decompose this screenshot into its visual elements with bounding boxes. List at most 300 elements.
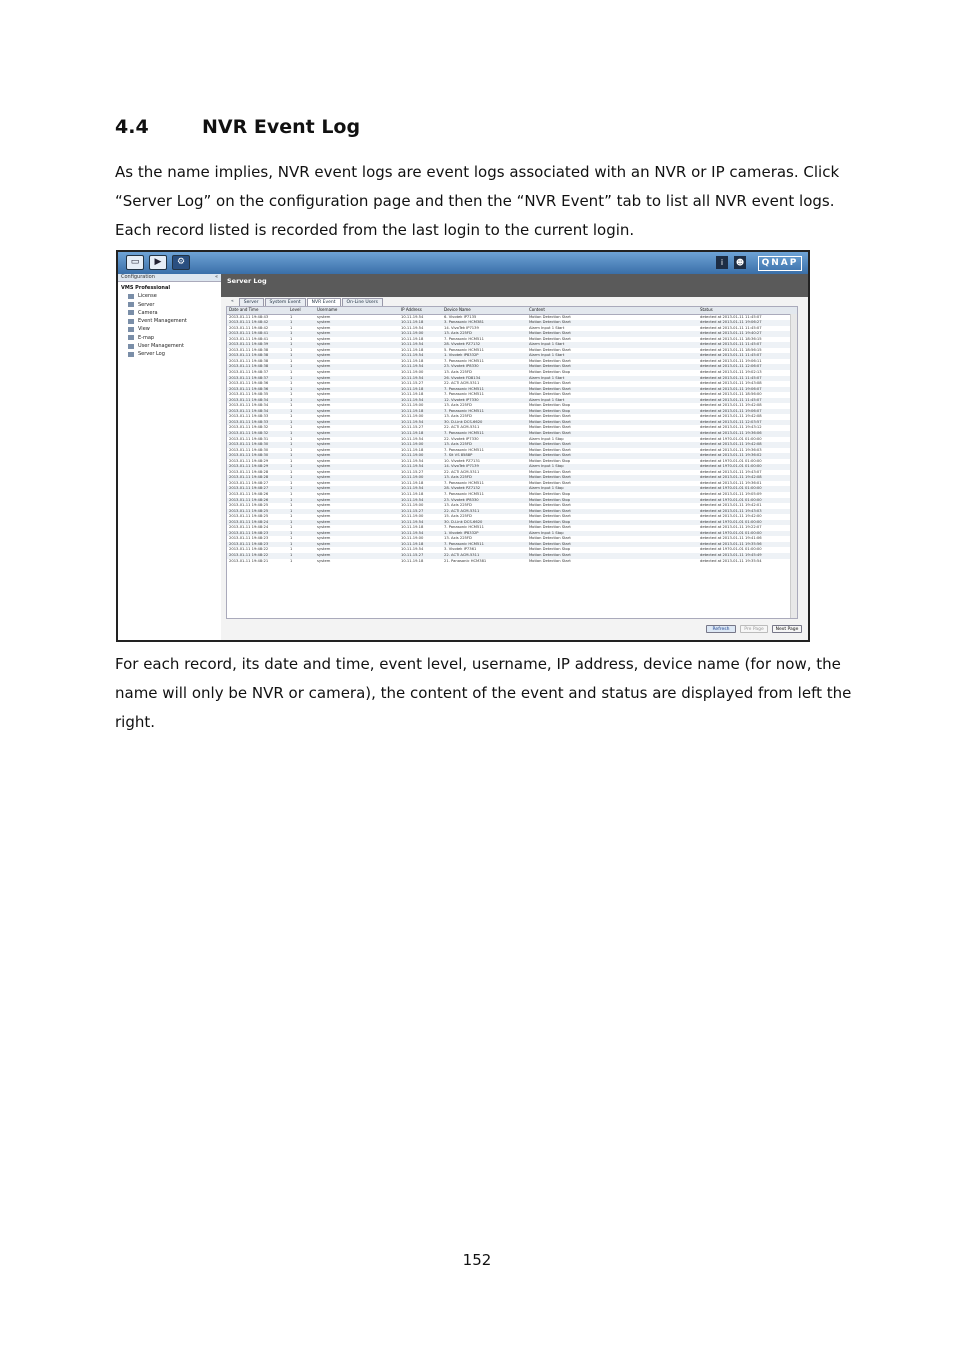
table-cell: Motion Detection Start bbox=[529, 480, 571, 485]
table-cell: Motion Detection Stop bbox=[529, 408, 571, 413]
tab-on-line-users[interactable]: On-Line Users bbox=[342, 298, 383, 306]
table-cell: 2013-01-11 19:48:23 bbox=[229, 536, 269, 541]
monitor-icon[interactable]: ▭ bbox=[126, 255, 144, 270]
table-cell: system bbox=[317, 386, 331, 391]
sidebar-item-label: License bbox=[138, 293, 157, 300]
table-cell: detected at 2013-01-11 19:35:56 bbox=[700, 541, 762, 546]
table-cell: detected at 2013-01-11 19:05:09 bbox=[700, 492, 762, 496]
table-cell: 23. Vivotek IP8330 bbox=[444, 497, 479, 502]
table-cell: 10.11.19.18 bbox=[401, 447, 424, 452]
table-cell: 1 bbox=[290, 320, 293, 325]
table-cell: 2013-01-11 19:48:34 bbox=[229, 408, 269, 413]
table-cell: system bbox=[317, 369, 331, 374]
table-cell: system bbox=[317, 342, 331, 347]
table-cell: system bbox=[317, 425, 331, 430]
table-cell: system bbox=[317, 497, 331, 502]
table-cell: 1 bbox=[290, 353, 293, 358]
table-cell: 10.11.19.54 bbox=[401, 375, 424, 380]
table-cell: 28. Vivotek PZ7132 bbox=[444, 342, 481, 347]
table-cell: Motion Detection Start bbox=[529, 536, 571, 541]
sidebar-item[interactable] bbox=[128, 310, 221, 316]
table-cell: 15. Axis 225FD bbox=[444, 514, 472, 519]
description-paragraph: For each record, its date and time, event level, username, IP address, device name (for now, the name will only be NVR or camera), the content of the event and status are displayed from left the right. bbox=[115, 655, 852, 731]
table-cell: 2013-01-11 19:48:37 bbox=[229, 375, 269, 380]
table-cell: detected at 1970-01-01 01:00:00 bbox=[700, 547, 762, 552]
sidebar-item[interactable] bbox=[128, 335, 221, 341]
table-cell: 2013-01-11 19:48:42 bbox=[229, 320, 269, 325]
table-cell: 30. D-Link DCS-6620 bbox=[444, 419, 483, 424]
table-cell: Motion Detection Start bbox=[529, 553, 571, 558]
column-header[interactable]: Content bbox=[529, 307, 545, 312]
tree-node-icon bbox=[128, 294, 134, 299]
table-cell: 1 bbox=[290, 486, 293, 491]
table-cell: Motion Detection Start bbox=[529, 347, 571, 352]
table-scrollbar[interactable] bbox=[790, 314, 797, 619]
table-cell: 2013-01-11 19:48:43 bbox=[229, 314, 269, 319]
table-cell: Motion Detection Stop bbox=[529, 519, 571, 524]
table-cell: detected at 2013-01-11 19:06:11 bbox=[700, 358, 762, 363]
table-cell: 22. Vivotek IP7330 bbox=[444, 436, 479, 441]
table-cell: detected at 2013-01-11 19:42:08 bbox=[700, 442, 762, 447]
table-cell: system bbox=[317, 508, 331, 513]
table-cell: 10.11.19.00 bbox=[401, 442, 424, 447]
table-cell: Alarm Input 1 Stop bbox=[529, 464, 564, 469]
table-cell: 14. VivoTek IP7139 bbox=[444, 325, 479, 330]
table-cell: 1 bbox=[290, 375, 293, 380]
sidebar-item[interactable] bbox=[128, 326, 221, 332]
table-cell: 1 bbox=[290, 553, 293, 558]
table-cell: detected at 2013-01-11 11:45:07 bbox=[700, 314, 762, 319]
table-cell: detected at 2013-01-11 19:36:01 bbox=[700, 480, 762, 485]
table-cell: 2013-01-11 19:48:38 bbox=[229, 347, 269, 352]
table-cell: 2013-01-11 19:48:28 bbox=[229, 469, 269, 474]
sidebar-item-label: View bbox=[138, 326, 150, 333]
table-cell: system bbox=[317, 375, 331, 380]
table-cell: 1 bbox=[290, 347, 293, 352]
table-cell: system bbox=[317, 430, 331, 435]
table-cell: system bbox=[317, 447, 331, 452]
config-icon[interactable]: ⚙ bbox=[172, 255, 190, 270]
table-cell: 1 bbox=[290, 314, 293, 319]
table-cell: 7. Panasonic HCM511 bbox=[444, 386, 484, 391]
table-cell: 22. ACTi ACM-5311 bbox=[444, 553, 480, 558]
table-cell: 2013-01-11 19:48:38 bbox=[229, 364, 269, 369]
table-cell: detected at 2013-01-11 19:06:27 bbox=[700, 320, 762, 325]
table-cell: 1 bbox=[290, 386, 293, 391]
column-header[interactable]: Username bbox=[317, 307, 338, 312]
table-cell: 10.11.15.27 bbox=[401, 425, 424, 430]
table-cell: system bbox=[317, 553, 331, 558]
table-cell: Motion Detection Start bbox=[529, 358, 571, 363]
table-cell: Alarm Input 1 Start bbox=[529, 342, 565, 347]
table-cell: Alarm Input 1 Stop bbox=[529, 436, 564, 441]
table-cell: 2013-01-11 19:48:41 bbox=[229, 331, 269, 336]
table-cell: 10.11.19.54 bbox=[401, 325, 424, 330]
table-cell: 10.11.19.18 bbox=[401, 392, 424, 397]
user-icon[interactable]: ☻ bbox=[735, 258, 745, 267]
table-cell: 2013-01-11 19:48:26 bbox=[229, 492, 269, 496]
table-cell: Motion Detection Start bbox=[529, 469, 571, 474]
sidebar-item-label: User Management bbox=[138, 343, 184, 350]
table-cell: system bbox=[317, 442, 331, 447]
table-cell: 10.11.19.18 bbox=[401, 386, 424, 391]
table-cell: Motion Detection Start bbox=[529, 336, 571, 341]
table-cell: 13. Axis 225FD bbox=[444, 503, 472, 508]
table-cell: system bbox=[317, 514, 331, 519]
table-row[interactable] bbox=[227, 559, 797, 565]
tree-node-icon bbox=[128, 302, 134, 307]
table-cell: system bbox=[317, 381, 331, 386]
table-cell: 3. Vivotek IP7361 bbox=[444, 547, 477, 552]
table-cell: 2013-01-11 19:48:29 bbox=[229, 458, 269, 463]
table-cell: detected at 1970-01-01 01:00:00 bbox=[700, 464, 762, 469]
table-cell: detected at 2013-01-11 19:36:03 bbox=[700, 447, 762, 452]
table-cell: 1. Vivotek IP8332P bbox=[444, 530, 479, 535]
table-cell: system bbox=[317, 536, 331, 541]
table-cell: 2013-01-11 19:48:36 bbox=[229, 381, 269, 386]
table-cell: 10.11.19.18 bbox=[401, 358, 424, 363]
table-cell: Alarm Input 1 Stop bbox=[529, 530, 564, 535]
tab-nvr-event[interactable]: NVR Event bbox=[307, 298, 341, 306]
table-cell: 1. Vivotek IP8332P bbox=[444, 353, 479, 358]
table-cell: 1 bbox=[290, 475, 293, 480]
table-cell: 26. Vivotek FD8134 bbox=[444, 375, 481, 380]
table-cell: system bbox=[317, 525, 331, 530]
table-cell: 1 bbox=[290, 381, 293, 386]
table-cell: 2013-01-11 19:48:41 bbox=[229, 336, 269, 341]
table-cell: 7. Panasonic HCM511 bbox=[444, 492, 484, 496]
table-cell: 10.11.19.54 bbox=[401, 364, 424, 369]
table-cell: 10.11.19.18 bbox=[401, 558, 424, 563]
table-cell: 1 bbox=[290, 397, 293, 402]
table-cell: 21. Panasonic HCM381 bbox=[444, 558, 487, 563]
table-cell: 2013-01-11 19:48:24 bbox=[229, 519, 269, 524]
table-cell: 2013-01-11 19:48:24 bbox=[229, 525, 269, 530]
next-page-button[interactable]: Next Page bbox=[772, 625, 802, 633]
table-cell: detected at 1970-01-01 01:00:00 bbox=[700, 519, 762, 524]
table-cell: 1 bbox=[290, 453, 293, 458]
table-cell: 10.11.19.54 bbox=[401, 314, 424, 319]
table-cell: detected at 2013-01-11 19:43:08 bbox=[700, 381, 762, 386]
table-cell: 10.11.19.54 bbox=[401, 458, 424, 463]
table-cell: 10.11.19.54 bbox=[401, 486, 424, 491]
table-cell: detected at 2013-01-11 19:42:01 bbox=[700, 503, 762, 508]
table-cell: 10.11.19.00 bbox=[401, 414, 424, 419]
table-cell: Motion Detection Start bbox=[529, 386, 571, 391]
table-cell: 1 bbox=[290, 403, 293, 408]
table-cell: 10.11.19.00 bbox=[401, 369, 424, 374]
table-cell: 2013-01-11 19:48:38 bbox=[229, 353, 269, 358]
column-header[interactable]: Status bbox=[700, 307, 713, 312]
sidebar-item-label: Server Log bbox=[138, 351, 165, 358]
table-cell: 22. ACTi ACM-5311 bbox=[444, 508, 480, 513]
table-cell: 2013-01-11 19:48:30 bbox=[229, 447, 269, 452]
table-cell: system bbox=[317, 492, 331, 496]
table-cell: detected at 2013-01-11 19:42:00 bbox=[700, 514, 762, 519]
sidebar-item[interactable] bbox=[128, 343, 221, 349]
table-cell: 10. Vivotek PZ7131 bbox=[444, 458, 481, 463]
table-cell: 2013-01-11 19:48:25 bbox=[229, 514, 269, 519]
table-cell: 10.11.19.54 bbox=[401, 464, 424, 469]
table-cell: 10.11.19.18 bbox=[401, 492, 424, 496]
table-cell: 1 bbox=[290, 425, 293, 430]
table-cell: 7. Panasonic HCM511 bbox=[444, 408, 484, 413]
main-panel bbox=[221, 274, 808, 642]
sidebar-item[interactable] bbox=[128, 293, 221, 299]
table-cell: Motion Detection Start bbox=[529, 381, 571, 386]
table-cell: 10.11.19.54 bbox=[401, 530, 424, 535]
table-cell: Alarm Input 1 Start bbox=[529, 353, 565, 358]
table-cell: system bbox=[317, 364, 331, 369]
table-cell: detected at 1970-01-01 01:00:00 bbox=[700, 530, 762, 535]
table-cell: 1 bbox=[290, 519, 293, 524]
table-cell: 10.11.15.27 bbox=[401, 469, 424, 474]
table-cell: 13. Axis 225FD bbox=[444, 414, 472, 419]
table-cell: 13. Axis 225FD bbox=[444, 331, 472, 336]
play-icon[interactable]: ▶ bbox=[149, 255, 167, 270]
table-cell: 13. Axis 225FD bbox=[444, 403, 472, 408]
table-cell: 2013-01-11 19:48:25 bbox=[229, 508, 269, 513]
table-cell: Motion Detection Stop bbox=[529, 458, 571, 463]
table-cell: 28. Vivotek PZ7132 bbox=[444, 486, 481, 491]
table-cell: system bbox=[317, 403, 331, 408]
sidebar-item[interactable] bbox=[128, 318, 221, 324]
table-cell: detected at 2013-01-11 11:45:07 bbox=[700, 353, 762, 358]
table-cell: 10.11.19.18 bbox=[401, 480, 424, 485]
tree-node-icon bbox=[128, 319, 134, 324]
table-cell: 1 bbox=[290, 503, 293, 508]
table-cell: 2013-01-11 19:48:37 bbox=[229, 369, 269, 374]
tree-node-icon bbox=[128, 310, 134, 315]
table-cell: 2013-01-11 19:48:34 bbox=[229, 397, 269, 402]
table-cell: Motion Detection Start bbox=[529, 314, 571, 319]
table-cell: 2013-01-11 19:48:27 bbox=[229, 486, 269, 491]
sidebar-header-label: Configuration bbox=[121, 274, 155, 280]
column-header[interactable]: IP Address bbox=[401, 307, 422, 312]
prev-page-button[interactable]: Pre Page bbox=[740, 625, 768, 633]
tree-node-icon bbox=[128, 352, 134, 357]
table-cell: 10.11.19.00 bbox=[401, 475, 424, 480]
table-cell: 6. Vivotek IP7135 bbox=[444, 314, 477, 319]
qnap-logo: QNAP bbox=[758, 256, 802, 271]
table-cell: 2013-01-11 19:48:30 bbox=[229, 453, 269, 458]
table-cell: 10.11.15.27 bbox=[401, 381, 424, 386]
table-cell: 10.11.19.00 bbox=[401, 453, 424, 458]
table-cell: 10.11.19.00 bbox=[401, 403, 424, 408]
info-icon[interactable]: i bbox=[716, 256, 728, 269]
table-cell: 2013-01-11 19:48:33 bbox=[229, 414, 269, 419]
event-log-table bbox=[226, 306, 798, 619]
table-cell: 10.11.19.54 bbox=[401, 353, 424, 358]
tree-node-icon bbox=[128, 344, 134, 349]
table-cell: 10.11.19.54 bbox=[401, 519, 424, 524]
table-cell: detected at 1970-01-01 01:00:00 bbox=[700, 458, 762, 463]
table-cell: detected at 1970-01-01 01:00:00 bbox=[700, 436, 762, 441]
table-cell: 22. ACTi ACM-5311 bbox=[444, 469, 480, 474]
tab-server[interactable]: Server bbox=[239, 298, 264, 306]
table-cell: 2013-01-11 19:48:21 bbox=[229, 558, 269, 563]
table-cell: Motion Detection Start bbox=[529, 320, 571, 325]
table-cell: detected at 2013-01-11 19:43:07 bbox=[700, 469, 762, 474]
table-cell: system bbox=[317, 414, 331, 419]
table-cell: 1 bbox=[290, 469, 293, 474]
table-cell: detected at 2013-01-11 19:45:49 bbox=[700, 553, 762, 558]
table-cell: 10.11.19.18 bbox=[401, 525, 424, 530]
table-cell: 2013-01-11 19:48:33 bbox=[229, 419, 269, 424]
config-sidebar bbox=[118, 274, 222, 642]
table-cell: detected at 2013-01-11 19:06:07 bbox=[700, 408, 762, 413]
table-cell: 2013-01-11 19:48:30 bbox=[229, 442, 269, 447]
collapse-icon[interactable]: « bbox=[214, 274, 218, 280]
table-cell: Motion Detection Start bbox=[529, 442, 571, 447]
table-cell: 10.11.15.27 bbox=[401, 553, 424, 558]
refresh-button[interactable]: Refresh bbox=[706, 625, 736, 633]
table-cell: Motion Detection Start bbox=[529, 508, 571, 513]
table-cell: Motion Detection Stop bbox=[529, 403, 571, 408]
table-cell: 2013-01-11 19:48:32 bbox=[229, 425, 269, 430]
table-cell: system bbox=[317, 547, 331, 552]
tree-node-icon bbox=[128, 335, 134, 340]
table-cell: 1 bbox=[290, 436, 293, 441]
table-cell: 10.11.19.18 bbox=[401, 408, 424, 413]
table-cell: 1 bbox=[290, 325, 293, 330]
table-cell: 30. D-Link DCS-6620 bbox=[444, 519, 483, 524]
table-cell: 1 bbox=[290, 464, 293, 469]
table-cell: 2013-01-11 19:48:31 bbox=[229, 436, 269, 441]
log-tabs bbox=[227, 298, 384, 306]
table-cell: Alarm Input 1 Start bbox=[529, 375, 565, 380]
sidebar-item-label: Camera bbox=[138, 309, 158, 316]
table-cell: 2013-01-11 19:48:27 bbox=[229, 480, 269, 485]
table-cell: 13. Axis 225FD bbox=[444, 369, 472, 374]
table-cell: 1 bbox=[290, 442, 293, 447]
table-cell: 2013-01-11 19:48:39 bbox=[229, 342, 269, 347]
table-cell: 10.11.19.18 bbox=[401, 320, 424, 325]
table-cell: detected at 2013-01-11 19:42:08 bbox=[700, 403, 762, 408]
table-cell: 12. Vivotek IP7330 bbox=[444, 397, 479, 402]
table-cell: detected at 2013-01-11 12:06:07 bbox=[700, 364, 762, 369]
table-cell: 2013-01-11 19:48:23 bbox=[229, 530, 269, 535]
table-cell: Alarm Input 1 Stop bbox=[529, 486, 564, 491]
table-cell: 10.11.19.54 bbox=[401, 397, 424, 402]
table-cell: 5. Panasonic HCM511 bbox=[444, 347, 484, 352]
tab-scroll-icon[interactable]: « bbox=[231, 299, 234, 304]
table-cell: 1 bbox=[290, 525, 293, 530]
table-cell: 1 bbox=[290, 497, 293, 502]
server-log-screenshot bbox=[116, 250, 810, 642]
table-cell: 3. Panasonic HCM381 bbox=[444, 320, 484, 325]
table-cell: system bbox=[317, 325, 331, 330]
table-cell: detected at 2013-01-11 12:03:57 bbox=[700, 419, 762, 424]
table-cell: Motion Detection Start bbox=[529, 525, 571, 530]
table-cell: Motion Detection Stop bbox=[529, 369, 571, 374]
table-cell: 2013-01-11 19:48:29 bbox=[229, 464, 269, 469]
table-cell: system bbox=[317, 408, 331, 413]
table-cell: 10.11.19.00 bbox=[401, 503, 424, 508]
table-cell: system bbox=[317, 336, 331, 341]
table-cell: 7. Panasonic HCM511 bbox=[444, 430, 484, 435]
table-cell: detected at 2013-01-11 11:45:07 bbox=[700, 375, 762, 380]
table-cell: 2013-01-11 19:48:36 bbox=[229, 386, 269, 391]
table-cell: 22. ACTi ACM-5311 bbox=[444, 425, 480, 430]
table-cell: 10.11.19.00 bbox=[401, 514, 424, 519]
table-cell: Motion Detection Start bbox=[529, 419, 571, 424]
table-cell: 1 bbox=[290, 408, 293, 413]
table-cell: Motion Detection Start bbox=[529, 414, 571, 419]
table-cell: system bbox=[317, 464, 331, 469]
table-cell: 2013-01-11 19:48:22 bbox=[229, 553, 269, 558]
table-cell: 10.11.19.54 bbox=[401, 342, 424, 347]
sidebar-item-label: E-map bbox=[138, 334, 155, 341]
table-cell: detected at 2013-01-11 19:36:06 bbox=[700, 430, 762, 435]
table-cell: system bbox=[317, 558, 331, 563]
table-cell: 10.11.19.18 bbox=[401, 336, 424, 341]
table-cell: detected at 2013-01-11 19:41:06 bbox=[700, 536, 762, 541]
table-cell: Motion Detection Start bbox=[529, 541, 571, 546]
column-header[interactable]: Level bbox=[290, 307, 301, 312]
table-cell: 10.11.19.18 bbox=[401, 347, 424, 352]
table-cell: system bbox=[317, 541, 331, 546]
table-cell: 14. VivoTek IP7139 bbox=[444, 464, 479, 469]
table-cell: 2013-01-11 19:48:34 bbox=[229, 403, 269, 408]
table-cell: detected at 2013-01-11 19:42:08 bbox=[700, 475, 762, 480]
app-toolbar bbox=[118, 252, 808, 274]
table-cell: detected at 2013-01-11 11:45:07 bbox=[700, 325, 762, 330]
table-cell: 2013-01-11 19:48:35 bbox=[229, 392, 269, 397]
tab-system-event[interactable]: System Event bbox=[265, 298, 306, 306]
table-cell: detected at 2013-01-11 19:43:03 bbox=[700, 508, 762, 513]
table-cell: 1 bbox=[290, 508, 293, 513]
table-cell: system bbox=[317, 458, 331, 463]
section-title: NVR Event Log bbox=[202, 116, 361, 138]
table-cell: system bbox=[317, 392, 331, 397]
table-cell: Motion Detection Start bbox=[529, 430, 571, 435]
table-cell: 10.11.19.00 bbox=[401, 331, 424, 336]
page-number: 152 bbox=[462, 1251, 492, 1269]
table-cell: detected at 1970-01-01 01:00:00 bbox=[700, 486, 762, 491]
table-cell: 1 bbox=[290, 331, 293, 336]
table-cell: detected at 2013-01-11 18:56:15 bbox=[700, 347, 762, 352]
table-cell: 2013-01-11 19:48:25 bbox=[229, 503, 269, 508]
table-cell: Motion Detection Stop bbox=[529, 497, 571, 502]
table-cell: detected at 2013-01-11 19:06:07 bbox=[700, 386, 762, 391]
table-cell: 10.11.19.54 bbox=[401, 436, 424, 441]
sidebar-item[interactable] bbox=[128, 302, 221, 308]
table-cell: 23. Vivotek IP8330 bbox=[444, 364, 479, 369]
table-cell: 2013-01-11 19:48:23 bbox=[229, 541, 269, 546]
sidebar-item[interactable] bbox=[128, 351, 221, 357]
table-cell: 13. Axis 225FD bbox=[444, 442, 472, 447]
column-header[interactable]: Date and Time bbox=[229, 307, 259, 312]
table-cell: 1 bbox=[290, 430, 293, 435]
table-cell: Motion Detection Start bbox=[529, 392, 571, 397]
table-cell: system bbox=[317, 358, 331, 363]
table-cell: detected at 2013-01-11 19:36:02 bbox=[700, 453, 762, 458]
table-cell: system bbox=[317, 397, 331, 402]
table-cell: 7. Panasonic HCM511 bbox=[444, 392, 484, 397]
table-cell: 1 bbox=[290, 541, 293, 546]
table-cell: 13. Axis 225FD bbox=[444, 536, 472, 541]
table-cell: Motion Detection Stop bbox=[529, 547, 571, 552]
column-header[interactable]: Device Name bbox=[444, 307, 471, 312]
table-cell: 10.11.15.27 bbox=[401, 508, 424, 513]
tree-root[interactable]: VMS Professional bbox=[121, 285, 171, 291]
table-cell: system bbox=[317, 480, 331, 485]
table-cell: 10.11.19.18 bbox=[401, 541, 424, 546]
table-cell: system bbox=[317, 475, 331, 480]
table-cell: system bbox=[317, 331, 331, 336]
table-cell: 2013-01-11 19:48:26 bbox=[229, 497, 269, 502]
